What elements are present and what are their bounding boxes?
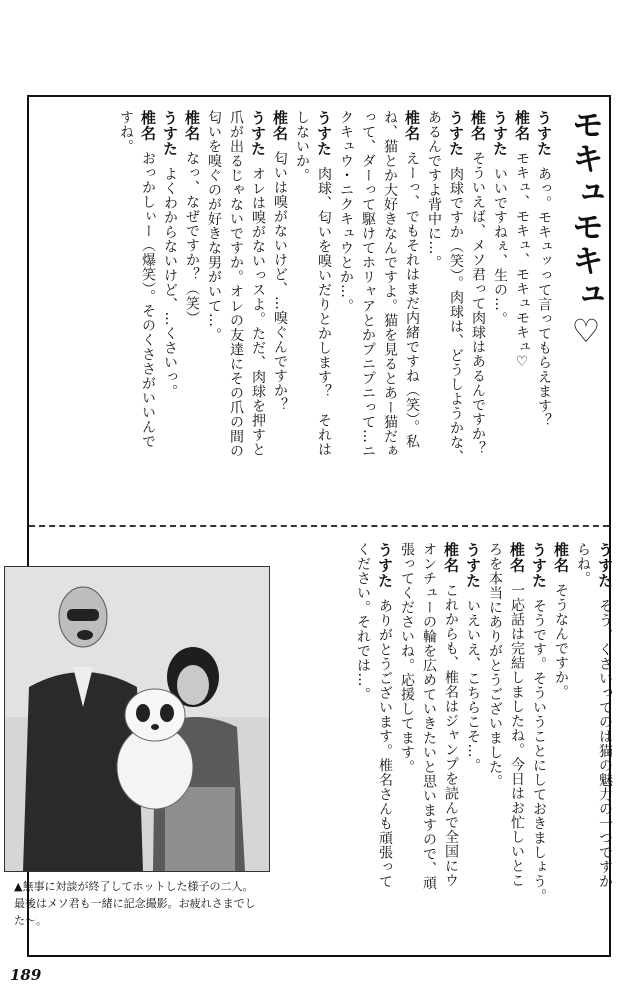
speech-text: ください。それでは…。: [355, 542, 371, 702]
speech-text: 爪が出るじゃないですか。オレの友達にその爪の間の: [228, 110, 244, 458]
speech-text: 肉球ですか（笑）。肉球は、どうしようかな、: [448, 166, 464, 464]
dialogue-line: [506, 542, 528, 947]
speech-text: らね。: [575, 542, 591, 586]
dialogue-line: [484, 542, 506, 947]
dialogue-line: [225, 110, 247, 515]
speech-text: クキュウ・ニクキュウとか…。: [338, 110, 354, 313]
dialogue-line: [357, 110, 379, 515]
speech-text: 肉球、匂いを嗅いだりとかします？ それは: [316, 166, 332, 457]
speech-text: そう、くさいってのは猫の魅力の一つですか: [597, 598, 613, 889]
dialogue-line: [462, 542, 484, 947]
dialogue-line: [511, 110, 533, 515]
dialogue-line: [401, 110, 423, 515]
dialogue-line: [247, 110, 269, 515]
speech-text: そうなんですか。: [553, 583, 569, 699]
speech-text: モキュ、モキュ、モキュモキュ♡: [514, 151, 530, 371]
dialogue-line: [115, 110, 137, 515]
section-divider: [29, 525, 609, 527]
speaker-name: うすた: [376, 542, 394, 589]
speech-text: そうです。そういうことにしておきましょう。: [531, 598, 547, 903]
speech-text: よくわからないけど、…くさいっ。: [162, 166, 178, 399]
dialogue-line: [489, 110, 511, 515]
speaker-name: 椎名: [139, 110, 157, 141]
speaker-name: 椎名: [513, 110, 531, 141]
speaker-name: 椎名: [442, 542, 460, 573]
speaker-name: 椎名: [271, 110, 289, 141]
speaker-name: 椎名: [403, 110, 421, 141]
dialogue-line: [440, 542, 462, 947]
dialogue-line: [572, 542, 594, 947]
speech-text: おっかしぃー（爆笑）。そのくささがいいんで: [140, 151, 156, 449]
bottom-dialogue: [352, 542, 616, 947]
dialogue-line: [445, 110, 467, 515]
dialogue-line: [423, 110, 445, 515]
dialogue-line: [137, 110, 159, 515]
speech-text: オレは嗅がないっスよ。ただ、肉球を押すと: [250, 166, 266, 457]
speech-text: えーっ、でもそれはまだ内緒ですね（笑）。私: [404, 151, 420, 449]
dialogue-line: [533, 110, 555, 515]
speaker-name: 椎名: [469, 110, 487, 141]
speech-text: なっ、なぜですか？（笑）: [184, 151, 200, 325]
speaker-name: 椎名: [552, 542, 570, 573]
dialogue-line: [594, 542, 616, 947]
speaker-name: うすた: [161, 110, 179, 157]
dialogue-line: [291, 110, 313, 515]
top-dialogue: [115, 110, 555, 515]
speaker-name: 椎名: [183, 110, 201, 141]
speaker-name: うすた: [315, 110, 333, 157]
speech-text: って、ダーって駆けてホリャアとかプニプニって…ニ: [360, 110, 376, 458]
speech-text: しないか。: [294, 110, 310, 183]
dialogue-line: [313, 110, 335, 515]
interview-photo: [4, 566, 270, 872]
speech-text: あっ。モキュッって言ってもらえます？: [536, 166, 552, 428]
dialogue-line: [203, 110, 225, 515]
speech-text: すね。: [118, 110, 134, 154]
dialogue-line: [269, 110, 291, 515]
speech-text: いいですねぇ、生の…。: [492, 166, 508, 326]
speech-text: 匂いは嗅がないけど、…嗅ぐんですか？: [272, 151, 288, 412]
speech-text: 張ってくださいね。応援してます。: [399, 542, 415, 774]
dialogue-line: [374, 542, 396, 947]
speech-text: そういえば、メソ君って肉球はあるんですか？: [470, 151, 486, 456]
speaker-name: 椎名: [508, 542, 526, 573]
photo-caption: ▲無事に対談が終了してホットした様子の二人。最後はメソ君も一緒に記念撮影。お疲れさまでした〜。: [14, 880, 256, 927]
photo-illustration: [5, 567, 269, 871]
section-title: モキュモキュ♡: [567, 108, 605, 352]
dialogue-line: [396, 542, 418, 947]
speech-text: ろを本当にありがとうございました。: [487, 542, 503, 789]
dialogue-line: [418, 542, 440, 947]
dialogue-line: [159, 110, 181, 515]
speaker-name: うすた: [596, 542, 614, 589]
speaker-name: うすた: [447, 110, 465, 157]
dialogue-line: [550, 542, 572, 947]
speech-text: ね、猫とか大好きなんですよ。猫を見るとあー猫だぁ: [382, 110, 398, 458]
speech-text: 匂いを嗅ぐのが好きな男がいて…。: [206, 110, 222, 342]
dialogue-line: [181, 110, 203, 515]
speech-text: ありがとうございます。椎名さんも頑張って: [377, 598, 393, 889]
dialogue-line: [352, 542, 374, 947]
speaker-name: うすた: [535, 110, 553, 157]
page-number: 189: [10, 966, 42, 984]
speech-text: これからも、椎名はジャンプを読んで全国にウ: [443, 583, 459, 888]
dialogue-line: [379, 110, 401, 515]
speech-text: あるんですよ背中に…。: [426, 110, 442, 270]
speaker-name: うすた: [249, 110, 267, 157]
dialogue-line: [467, 110, 489, 515]
speech-text: いえいえ、こちらこそ…。: [465, 598, 481, 773]
speaker-name: うすた: [464, 542, 482, 589]
speaker-name: うすた: [491, 110, 509, 157]
speaker-name: うすた: [530, 542, 548, 589]
dialogue-line: [528, 542, 550, 947]
dialogue-line: [335, 110, 357, 515]
speech-text: オンチューの輪を広めていきたいと思いますので、頑: [421, 542, 437, 890]
speech-text: 一応話は完結しましたね。今日はお忙しいとこ: [509, 583, 525, 888]
